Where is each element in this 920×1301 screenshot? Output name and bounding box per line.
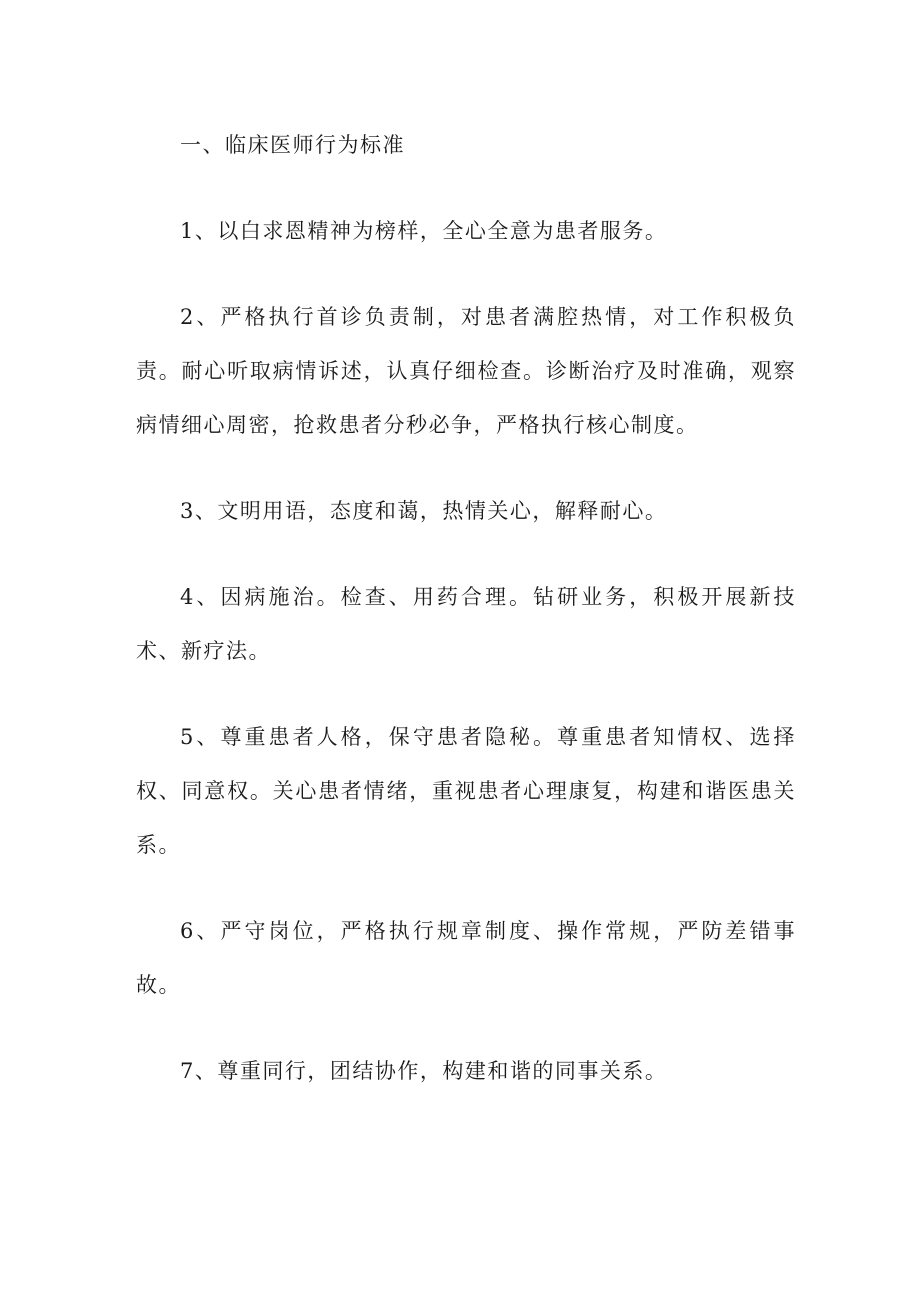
paragraph-6: 6、严守岗位，严格执行规章制度、操作常规，严防差错事故。	[136, 919, 796, 997]
paragraph-7: 7、尊重同行，团结协作，构建和谐的同事关系。	[180, 1059, 668, 1083]
paragraph-4: 4、因病施治。检查、用药合理。钻研业务，积极开展新技术、新疗法。	[136, 585, 796, 663]
paragraph-3: 3、文明用语，态度和蔼，热情关心，解释耐心。	[180, 499, 668, 523]
paragraph-5: 5、尊重患者人格，保守患者隐秘。尊重患者知情权、选择权、同意权。关心患者情绪，重视患者心理康复，构建和谐医患关系。	[136, 725, 796, 857]
paragraph-2: 2、严格执行首诊负责制，对患者满腔热情，对工作积极负责。耐心听取病情诉述，认真仔细检查。诊断治疗及时准确，观察病情细心周密，抢救患者分秒必争，严格执行核心制度。	[136, 305, 796, 437]
section-heading: 一、临床医师行为标准	[180, 133, 405, 157]
document-body	[136, 118, 796, 1130]
paragraph-1: 1、以白求恩精神为榜样，全心全意为患者服务。	[180, 219, 668, 243]
